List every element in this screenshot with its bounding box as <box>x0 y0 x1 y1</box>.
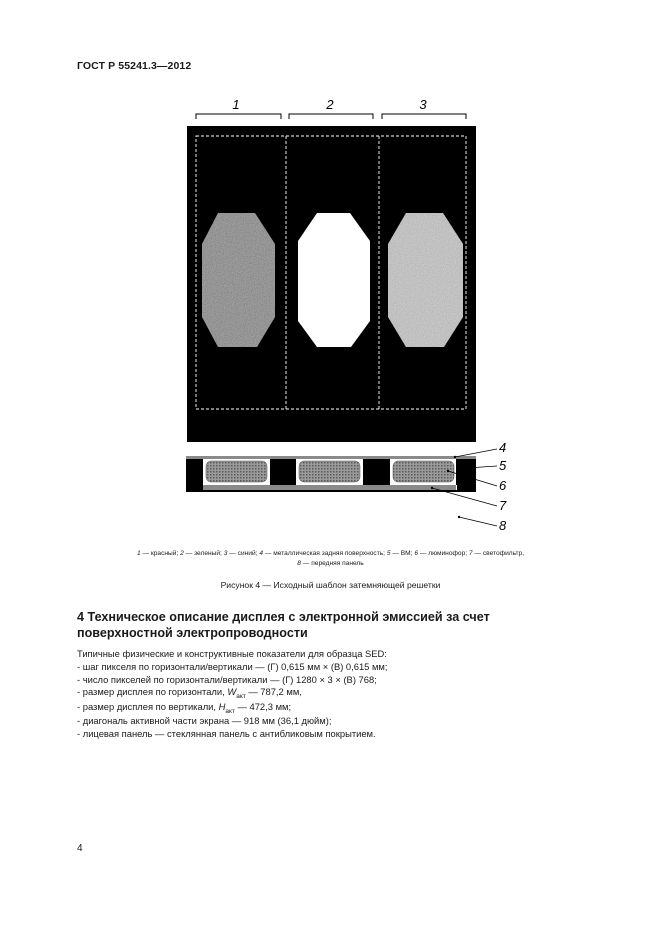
blue-subpixel-cell <box>388 213 463 347</box>
spec-text: - размер дисплея по вертикали, <box>77 700 219 712</box>
figure-caption: Рисунок 4 — Исходный шаблон затемняющей решетки <box>220 580 441 590</box>
column-number-2: 2 <box>326 97 334 112</box>
leader-dot-7 <box>431 487 433 489</box>
part-number-4: 4 <box>499 440 507 455</box>
figure-legend <box>40 549 621 569</box>
legend-text: — ВМ; <box>390 550 415 557</box>
spec-value: — 472,3 мм; <box>234 700 292 712</box>
spec-text: - шаг пикселя по горизонтали/вертикали — (Г) 0,615 мм × (В) 0,615 мм; <box>77 661 388 672</box>
legend-num: 5 <box>386 550 391 557</box>
column-brackets <box>196 114 466 119</box>
section-title: 4 Техническое описание дисплея с электронной эмиссией за счет поверхностной электропроводности <box>77 610 490 640</box>
spec-subscript: акт <box>225 707 235 715</box>
part-number-8: 8 <box>499 518 507 533</box>
cross-section-strip <box>186 456 476 492</box>
legend-text: — зеленый; <box>183 550 224 557</box>
column-number-1: 1 <box>232 97 240 112</box>
red-subpixel-cell <box>202 213 275 347</box>
legend-num: 1 <box>136 550 141 557</box>
spec-item <box>77 661 388 674</box>
legend-num: 8 <box>297 560 301 567</box>
spec-item <box>77 674 388 687</box>
legend-text: — передняя панель <box>300 560 364 567</box>
legend-num: 7 <box>468 550 473 557</box>
spec-item <box>77 686 388 701</box>
legend-text: — красный; <box>140 550 181 557</box>
spec-text: - диагональ активной части экрана — 918 мм (36,1 дюйм); <box>77 715 332 726</box>
spec-text: - лицевая панель — стеклянная панель с антибликовым покрытием. <box>77 727 376 739</box>
spec-item <box>77 715 388 728</box>
legend-num: 4 <box>259 550 263 557</box>
spec-list <box>77 661 388 740</box>
column-number-3: 3 <box>419 97 427 112</box>
part-number-7: 7 <box>499 498 507 513</box>
legend-num: 6 <box>414 550 418 557</box>
spec-text: - число пикселей по горизонтали/вертикали — (Г) 1280 × 3 × (В) 768; <box>77 673 377 685</box>
leader-dot-6 <box>447 470 449 472</box>
page-number: 4 <box>77 843 83 854</box>
spec-item <box>77 701 388 716</box>
spec-item <box>77 728 388 741</box>
green-subpixel-cell <box>298 213 370 347</box>
leader-dot-8 <box>458 516 460 518</box>
legend-text: — металлическая задняя поверхность; <box>262 550 387 557</box>
legend-text: — синий; <box>227 550 260 557</box>
leader-dot-4 <box>454 456 456 458</box>
document-header: ГОСТ Р 55241.3—2012 <box>77 60 192 72</box>
section-intro: Типичные физические и конструктивные показатели для образца SED: <box>77 648 387 659</box>
spec-symbol: H <box>218 700 226 712</box>
spec-symbol: W <box>227 686 237 697</box>
legend-num: 2 <box>180 550 184 557</box>
legend-num: 3 <box>223 550 228 557</box>
spec-subscript: акт <box>236 693 246 700</box>
legend-text: — светофильтр, <box>472 550 525 557</box>
legend-text: — люминофор; <box>417 550 469 557</box>
spec-text: - размер дисплея по горизонтали, <box>77 686 228 697</box>
spec-value: — 787,2 мм, <box>245 686 302 697</box>
part-number-5: 5 <box>499 458 507 473</box>
part-number-6: 6 <box>499 478 507 493</box>
